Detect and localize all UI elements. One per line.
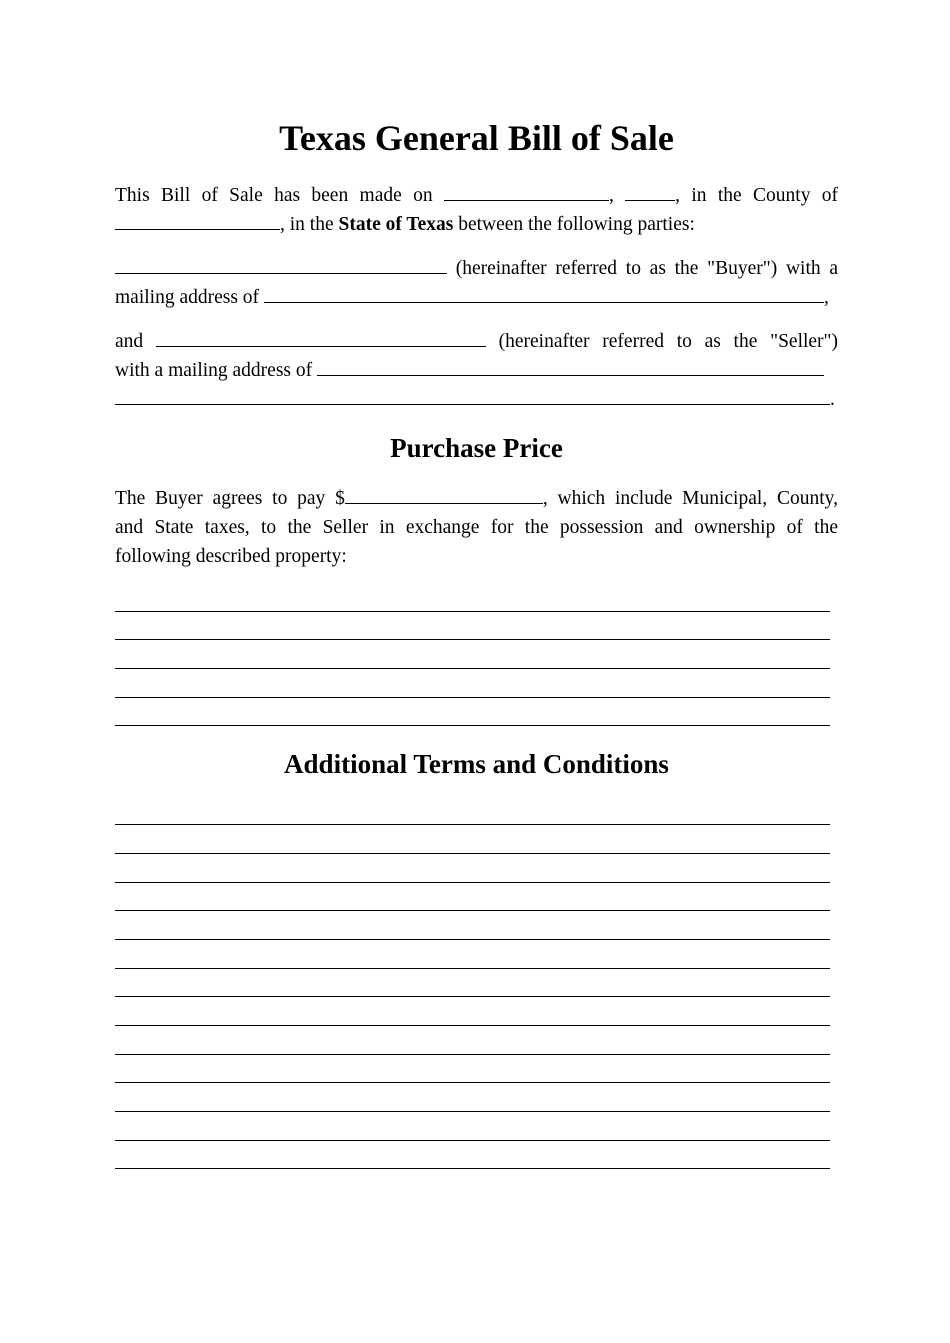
buyer-paragraph bbox=[115, 254, 838, 312]
property-line[interactable] bbox=[115, 668, 830, 669]
buyer-name-blank[interactable] bbox=[115, 255, 447, 274]
purchase-price-heading: Purchase Price bbox=[390, 433, 563, 463]
buyer-referred-text: (hereinafter referred to as the "Buyer") with a bbox=[455, 258, 838, 279]
seller-and-text: and bbox=[115, 331, 144, 352]
seller-name-blank[interactable] bbox=[156, 328, 486, 347]
seller-address-blank-1[interactable] bbox=[317, 357, 824, 376]
terms-line[interactable] bbox=[115, 1168, 830, 1169]
terms-line[interactable] bbox=[115, 1025, 830, 1026]
seller-line-3: . bbox=[115, 385, 838, 414]
intro-in-the-text: , in the bbox=[280, 214, 334, 235]
terms-line[interactable] bbox=[115, 1054, 830, 1055]
terms-line[interactable] bbox=[115, 910, 830, 911]
purchase-agrees-text: The Buyer agrees to pay $ bbox=[115, 488, 345, 509]
terms-line[interactable] bbox=[115, 1082, 830, 1083]
seller-paragraph bbox=[115, 327, 838, 414]
intro-line-2 bbox=[115, 210, 838, 239]
terms-line[interactable] bbox=[115, 968, 830, 969]
terms-line[interactable] bbox=[115, 1140, 830, 1141]
price-blank[interactable] bbox=[345, 485, 543, 504]
purchase-line-1 bbox=[115, 484, 838, 513]
seller-address-blank-2[interactable] bbox=[115, 386, 830, 405]
intro-made-on-text: This Bill of Sale has been made on bbox=[115, 185, 433, 206]
buyer-address-blank[interactable] bbox=[264, 284, 824, 303]
terms-line[interactable] bbox=[115, 996, 830, 997]
terms-line[interactable] bbox=[115, 939, 830, 940]
terms-line[interactable] bbox=[115, 824, 830, 825]
property-line[interactable] bbox=[115, 725, 830, 726]
seller-line-1 bbox=[115, 327, 838, 356]
purchase-line-2: and State taxes, to the Seller in exchange for the possession and ownership of the bbox=[115, 517, 838, 538]
purchase-includes-text: , which include Municipal, County, bbox=[542, 488, 838, 509]
terms-line[interactable] bbox=[115, 882, 830, 883]
state-of-texas-text: State of Texas bbox=[338, 214, 454, 235]
purchase-paragraph bbox=[115, 484, 838, 571]
property-line[interactable] bbox=[115, 639, 830, 640]
intro-line-1: This Bill of Sale has been made on , , in the County of bbox=[115, 181, 838, 210]
intro-between-text: between the following parties: bbox=[458, 214, 695, 235]
additional-terms-heading: Additional Terms and Conditions bbox=[284, 749, 669, 779]
terms-line[interactable] bbox=[115, 853, 830, 854]
county-blank[interactable] bbox=[115, 211, 280, 230]
property-line[interactable] bbox=[115, 611, 830, 612]
date-blank[interactable] bbox=[444, 182, 609, 201]
seller-line-2 bbox=[115, 356, 838, 385]
terms-line[interactable] bbox=[115, 1111, 830, 1112]
buyer-line-1 bbox=[115, 254, 838, 283]
property-line[interactable] bbox=[115, 697, 830, 698]
year-blank[interactable] bbox=[625, 182, 675, 201]
purchase-line-3: following described property: bbox=[115, 546, 347, 567]
buyer-mailing-text: mailing address of bbox=[115, 287, 260, 308]
intro-paragraph bbox=[115, 181, 838, 239]
buyer-line-2: mailing address of , bbox=[115, 283, 838, 312]
seller-referred-text: (hereinafter referred to as the "Seller") bbox=[498, 331, 839, 352]
intro-county-text: in the County of bbox=[691, 185, 839, 206]
document-title: Texas General Bill of Sale bbox=[279, 118, 674, 158]
seller-mailing-text: with a mailing address of bbox=[115, 360, 313, 381]
